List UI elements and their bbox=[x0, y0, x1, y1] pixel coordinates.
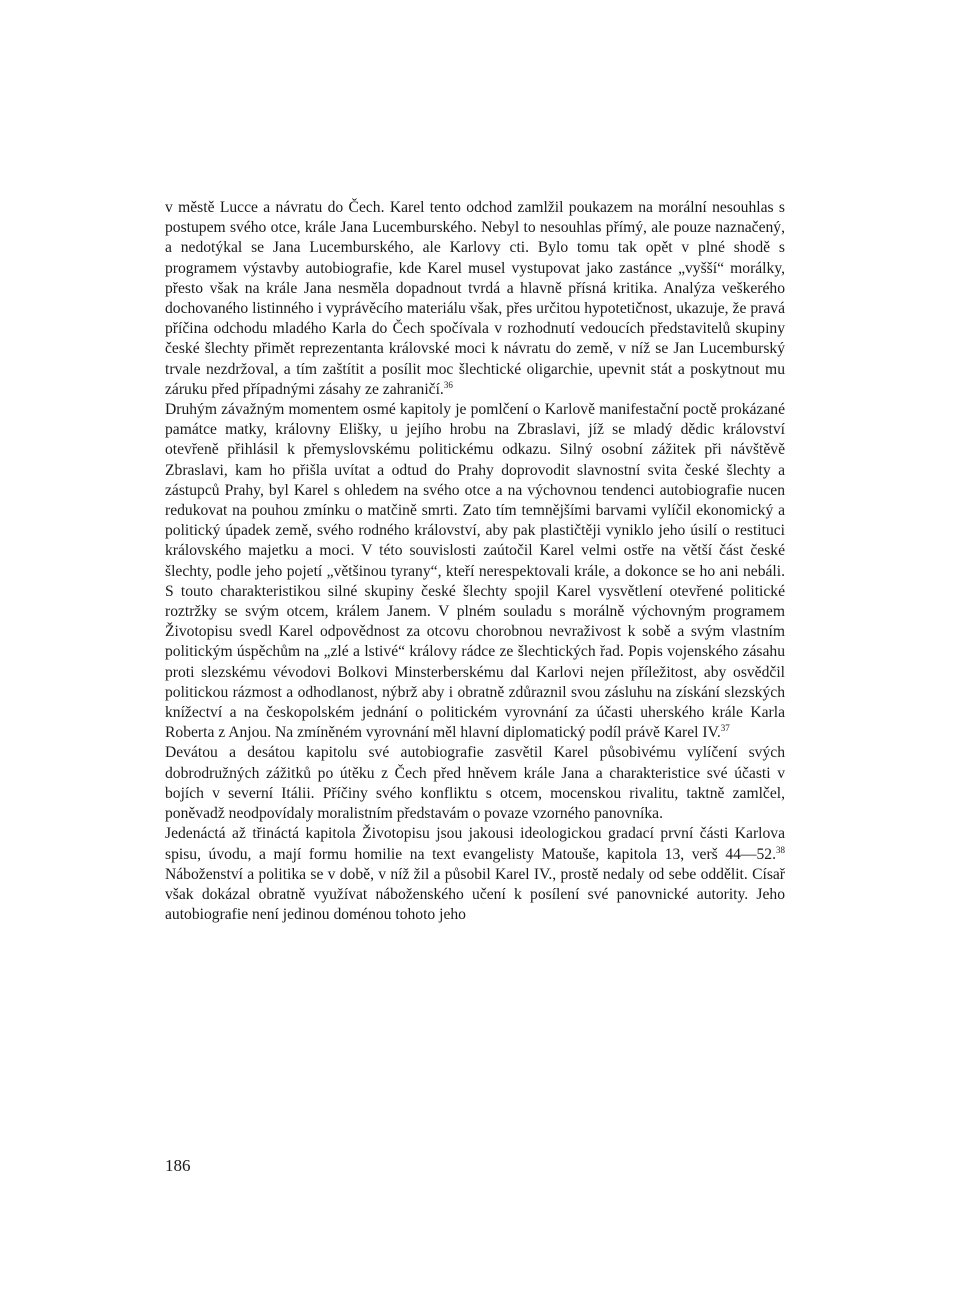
paragraph-text: Druhým závažným momentem osmé kapitoly je pomlčení o Karlově manifestační poctě prokázané památce matky, královny Elišky, u jejího hrobu na Zbraslavi, jíž se mladý dědic království otevřeně přihlásil k přemyslovskému politickému odkazu. Silný osobní zážitek při návštěvě Zbraslavi, kam ho přišla uvítat a odtud do Prahy doprovodit slavnostní svita české šlechty a zástupců Prahy, byl Karel s ohledem na svého otce a na výchovnou tendenci autobiografie nucen redukovat na pouhou zmínku o matčině smrti. Zato tím temnějšími barvami vylíčil ekonomický a politický úpadek země, svého rodného království, aby pak plastičtěji vyniklo jeho úsilí o restituci královského majetku a moci. V této souvislosti zaútočil Karel velmi ostře na větší část české šlechty, podle jeho pojetí „většinou tyrany“, kteří nerespektovali krále, a dokonce se ho ani nebáli. S touto charakteristikou silné skupiny české šlechty spojil Karel vysvětlení otevřené politické roztržky se svým otcem, králem Janem. V plném souladu s morálně výchovným programem Životopisu svedl Karel odpovědnost za otcovu chorobnou nevraživost k sobě a svým vlastním politickým úspěchům na „zlé a lstivé“ královy rádce ze šlechtických řad. Popis vojenského zásahu proti slezskému vévodovi Bolkovi Minsterberskému dal Karlovi nejen příležitost, aby osvědčil politickou rázmost a odhodlanost, nýbrž aby i obratně zdůraznil svou zásluhu na získání slezských knížectví a na českopolském jednání o politickém vyrovnání za účasti uherského krále Karla Roberta z Anjou. Na zmíněném vyrovnání měl hlavní diplomatický podíl právě Karel IV. bbox=[165, 401, 785, 742]
paragraph-text-continuation: Náboženství a politika se v době, v níž žil a působil Karel IV., prostě nedaly od sebe oddělit. Císař však dokázal obratně využívat náboženského učení k posílení své panovnické autority. Jeho autobiografie není jedinou doménou tohoto jeho bbox=[165, 865, 785, 924]
paragraph bbox=[165, 824, 785, 925]
paragraph-text: v městě Lucce a návratu do Čech. Karel tento odchod zamlžil poukazem na morální nesouhlas s postupem svého otce, krále Jana Lucemburského. Nebyl to nesouhlas přímý, ale pouze naznačený, a nedotýkal se Jana Lucemburského, ale Karlovy cti. Bylo tomu tak opět v plné shodě s programem výstavby autobiografie, kde Karel musel vystupovat jako zastánce „vyšší“ morálky, přesto však na krále Jana nesměla dopadnout tvrdá a hlavně přísná kritika. Analýza veškerého dochovaného listinného i vyprávěcího materiálu však, přes určitou hypotetičnost, ukazuje, že pravá příčina odchodu mladého Karla do Čech spočívala v rozhodnutí vedoucích představitelů skupiny české šlechty přimět reprezentanta královské moci k návratu do země, v níž se Jan Lucemburský trvale nezdržoval, a tím zaštítit a posílit moc šlechtické oligarchie, upevnit stát a poskytnout mu záruku před případnými zásahy ze zahraničí. bbox=[165, 199, 785, 398]
paragraph-text: Devátou a desátou kapitolu své autobiografie zasvětil Karel působivému vylíčení svých dobrodružných zážitků po útěku z Čech před hněvem krále Jana a charakteristice své účasti v bojích v severní Itálii. Příčiny svého konfliktu s otcem, mocenskou rivalitu, taktně zamlčel, poněvadž neodpovídaly moralistním představám o povaze vzorného panovníka. bbox=[165, 744, 785, 823]
paragraph-text: Jedenáctá až třináctá kapitola Životopisu jsou jakousi ideologickou gradací první části Karlova spisu, úvodu, a mají formu homilie na text evangelisty Matouše, kapitola 13, verš 44—52. bbox=[165, 825, 785, 863]
footnote-ref: 38 bbox=[776, 844, 785, 855]
paragraph bbox=[165, 198, 785, 400]
footnote-ref: 37 bbox=[720, 723, 730, 734]
body-text bbox=[165, 198, 785, 925]
paragraph bbox=[165, 743, 785, 824]
footnote-ref: 36 bbox=[443, 379, 453, 390]
page-number: 186 bbox=[165, 1156, 191, 1175]
paragraph bbox=[165, 400, 785, 743]
